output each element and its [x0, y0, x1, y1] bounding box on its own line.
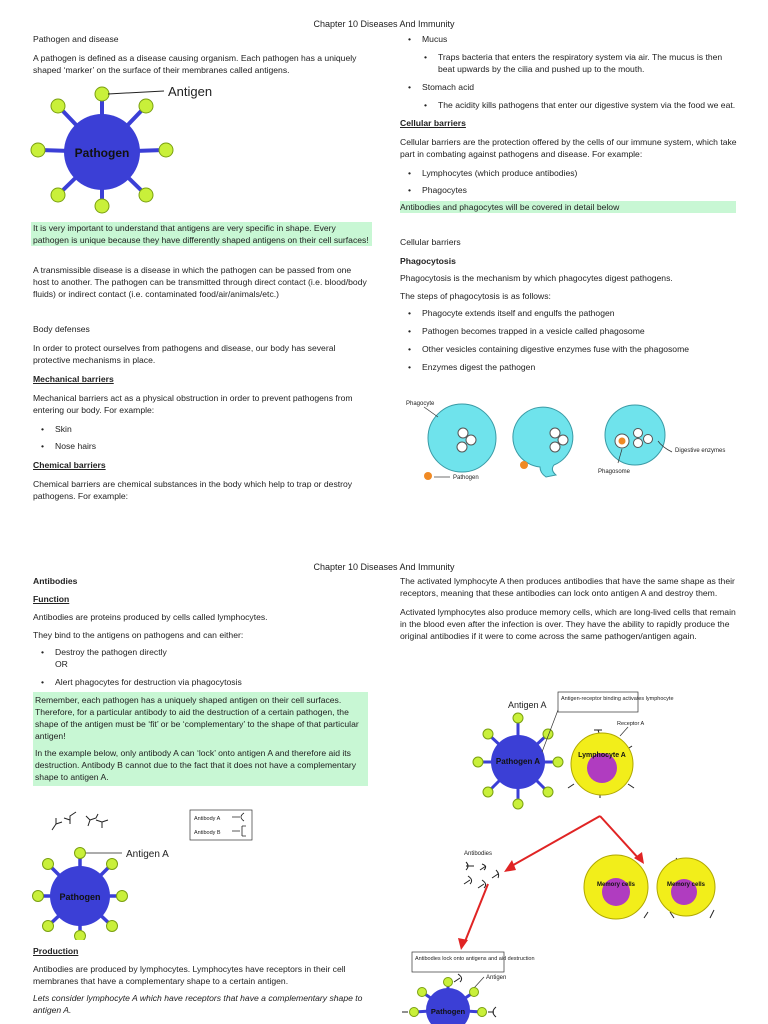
section-heading: Body defenses — [33, 324, 90, 334]
antigen-a-label: Antigen A — [508, 700, 547, 710]
paragraph: Activated lymphocytes also produce memory cells, which are long-lived cells that remain in the blood even after the infection is over. They have the ability to rapidly produce the original antibodies if it were to come across the same pathogen/antigen again. — [400, 607, 736, 641]
list-item: • Phagocyte extends itself and engulfs the pathogen — [422, 307, 738, 319]
highlight-note: It is very important to understand that antigens are very specific in shape. Every pathogen is unique because they have differently shaped antigens on their cell surfaces! — [31, 222, 372, 246]
section-heading: Antibodies — [33, 576, 78, 586]
list — [422, 33, 738, 111]
paragraph: The activated lymphocyte A then produces antibodies that have the same shape as their receptors, meaning that these antibodies can lock onto antigen A and destroy them. — [400, 576, 735, 598]
digestive-enzymes-label: Digestive enzymes — [675, 448, 726, 454]
paragraph: Lets consider lymphocyte A which have receptors that have a complementary shape to antigen A. — [33, 993, 363, 1015]
memory-cells-label: Memory cells — [596, 882, 636, 888]
pathogen-label: Pathogen — [59, 892, 101, 902]
section-heading: Mechanical barriers — [33, 374, 114, 384]
paragraph: In the example below, only antibody A can ‘lock’ onto antigen A and therefore aid its destruction. Antibody B cannot due to the fact that it does not have a complementary shape to antigen A. — [35, 748, 357, 782]
pathogen-label: Pathogen — [74, 146, 130, 160]
paragraph: Mechanical barriers act as a physical obstruction in order to prevent pathogens from entering our body. For example: — [33, 393, 353, 415]
paragraph: The steps of phagocytosis is as follows: — [400, 291, 551, 301]
receptor-a-label: Receptor A — [617, 721, 645, 727]
section-heading: Function — [33, 594, 70, 604]
antigen-label: Antigen — [486, 975, 507, 981]
left-column-page2 — [33, 575, 368, 786]
memory-cells-label: Memory cells — [666, 882, 706, 888]
section-heading: Phagocytosis — [400, 256, 456, 266]
highlight-note — [33, 692, 368, 786]
legend-antibody-b: Antibody B — [194, 830, 221, 836]
list-item: • Other vesicles containing digestive enzymes fuse with the phagosome — [422, 343, 738, 355]
antigen-label: Antigen — [168, 84, 213, 99]
paragraph: Chemical barriers are chemical substances in the body which help to trap or destroy pathogens. For example: — [33, 479, 353, 501]
right-column-page2 — [400, 575, 738, 642]
list-item: • Mucus — [422, 33, 738, 45]
antibodies-label: Antibodies — [464, 851, 493, 857]
antigen-a-label: Antigen A — [126, 849, 169, 860]
section-heading: Chemical barriers — [33, 460, 106, 470]
list-item: • Destroy the pathogen directly — [55, 646, 368, 658]
phagocyte-label: Phagocyte — [406, 401, 435, 407]
lock-label: Antibodies lock onto antigens and aid destruction — [415, 956, 535, 962]
pathogen-label: Pathogen — [430, 1007, 466, 1016]
pathogen-a-label: Pathogen A — [495, 757, 541, 766]
binding-label: Antigen-receptor binding activates lymphocyte — [561, 696, 674, 702]
production-section — [33, 945, 368, 1016]
antibody-production-diagram — [400, 688, 740, 1024]
paragraph: They bind to the antigens on pathogens and can either: — [33, 630, 244, 640]
list-item: • Phagocytes — [422, 184, 738, 196]
paragraph: Antibodies are produced by lymphocytes. Lymphocytes have receptors in their cell membranes that have a complementary shape to a certain antigen. — [33, 964, 346, 986]
page-title: Chapter 10 Diseases And Immunity — [313, 19, 455, 29]
paragraph: Phagocytosis is the mechanism by which phagocytes digest pathogens. — [400, 273, 673, 283]
list — [422, 167, 738, 196]
list-item: • Skin — [55, 423, 368, 435]
page-title: Chapter 10 Diseases And Immunity — [313, 562, 455, 572]
pathogen-antigen-diagram — [30, 78, 260, 218]
paragraph: Antibodies are proteins produced by cells called lymphocytes. — [33, 612, 268, 622]
phagocytosis-diagram — [400, 395, 740, 490]
left-column-page1 — [33, 33, 368, 76]
section-heading: Cellular barriers — [400, 118, 466, 128]
list-item: • Nose hairs — [55, 440, 368, 452]
section-heading: Pathogen and disease — [33, 34, 119, 44]
list — [55, 423, 368, 452]
phagosome-label: Phagosome — [598, 469, 631, 475]
highlight-note: Antibodies and phagocytes will be covered in detail below — [400, 201, 736, 213]
list-item: • Traps bacteria that enters the respiratory system via air. The mucus is then beat upwards by the cilia and pushed up to the mouth. — [438, 51, 738, 75]
list — [422, 307, 738, 373]
paragraph: A transmissible disease is a disease in which the pathogen can be passed from one host to another. The pathogen can be transmitted through direct contact (i.e. blood/body fluids) or indirect contact (i.e. contaminated food/air/animals/etc.) — [33, 265, 367, 299]
section-heading: Cellular barriers — [400, 237, 461, 247]
paragraph: Cellular barriers are the protection offered by the cells of our immune system, which take part in combating against pathogens and disease. For example: — [400, 137, 737, 159]
paragraph: A pathogen is defined as a disease causing organism. Each pathogen has a uniquely shaped ‘marker’ on the surface of their membranes called antigens. — [33, 53, 357, 75]
pathogen-label: Pathogen — [453, 475, 479, 481]
list-item: • Enzymes digest the pathogen — [422, 361, 738, 373]
lymphocyte-label: Lymphocyte A — [578, 752, 626, 759]
list-item: • The acidity kills pathogens that enter our digestive system via the food we eat. — [438, 99, 738, 111]
antibody-antigen-diagram — [30, 808, 330, 940]
legend-antibody-a: Antibody A — [194, 816, 221, 822]
list-item: • Lymphocytes (which produce antibodies) — [422, 167, 738, 179]
list-item: • Stomach acid — [422, 81, 738, 93]
paragraph: Remember, each pathogen has a uniquely shaped antigen on their cell surfaces. Therefore, for a particular antibody to aid the destruction of a certain pathogen, the shape of the antigen must be ‘fit’ or be ‘complementary’ to the shape of that particular antigen! — [35, 695, 359, 741]
or-text: OR — [55, 659, 68, 669]
list-item: • Alert phagocytes for destruction via phagocytosis — [55, 676, 368, 688]
left-column-lower — [33, 264, 368, 502]
list — [55, 646, 368, 688]
right-column-page1 — [400, 33, 738, 373]
section-heading: Production — [33, 946, 79, 956]
paragraph: In order to protect ourselves from pathogens and disease, our body has several protective mechanisms in place. — [33, 343, 336, 365]
list-item: • Pathogen becomes trapped in a vesicle called phagosome — [422, 325, 738, 337]
